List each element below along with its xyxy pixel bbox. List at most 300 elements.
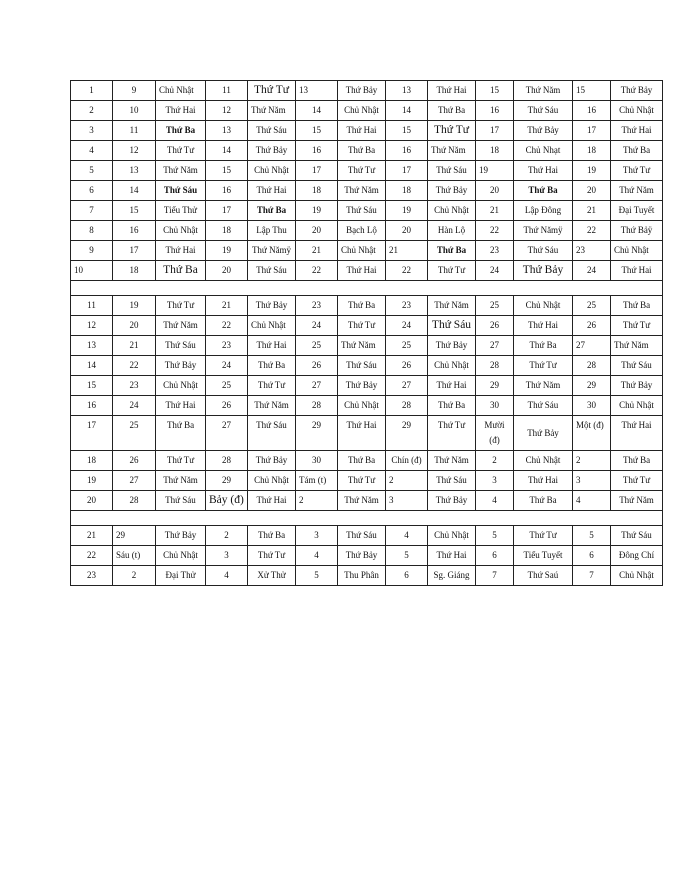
cell-day-3: 23 <box>296 296 338 316</box>
cell-day-5: 3 <box>476 471 514 491</box>
cell-weekday-1: Thứ Ba <box>156 261 206 281</box>
cell-day-5: 23 <box>476 241 514 261</box>
cell-row-number: 16 <box>71 396 113 416</box>
cell-day-1: 22 <box>113 356 156 376</box>
cell-weekday-6: Chủ Nhật <box>611 241 663 261</box>
cell-weekday-4: Thứ Hai <box>428 81 476 101</box>
cell-day-3: 29 <box>296 416 338 451</box>
cell-day-4: 26 <box>386 356 428 376</box>
cell-weekday-1: Tiểu Thử <box>156 201 206 221</box>
cell-weekday-5: Thứ Bảy <box>514 121 573 141</box>
cell-day-5: 16 <box>476 101 514 121</box>
cell-day-2: 17 <box>206 201 248 221</box>
table-row <box>71 101 663 121</box>
cell-weekday-4: Thứ Tư <box>428 121 476 141</box>
cell-weekday-2: Thứ Ba <box>248 526 296 546</box>
cell-weekday-6: Thứ Hai <box>611 416 663 451</box>
cell-day-4: Chín (đ) <box>386 451 428 471</box>
cell-weekday-1: Thứ Bảy <box>156 356 206 376</box>
cell-weekday-6: Thứ Hai <box>611 261 663 281</box>
cell-weekday-2: Chủ Nhật <box>248 471 296 491</box>
cell-day-5: 21 <box>476 201 514 221</box>
cell-day-5: 7 <box>476 566 514 586</box>
cell-weekday-6: Thứ Ba <box>611 296 663 316</box>
cell-weekday-1: Thứ Hai <box>156 241 206 261</box>
cell-weekday-1: Chủ Nhật <box>156 546 206 566</box>
cell-weekday-2: Thứ Hai <box>248 491 296 511</box>
cell-day-6: 18 <box>573 141 611 161</box>
cell-row-number: 21 <box>71 526 113 546</box>
cell-day-2: 20 <box>206 261 248 281</box>
cell-day-6: 23 <box>573 241 611 261</box>
spacer-row <box>71 511 663 526</box>
cell-weekday-4: Thứ Ba <box>428 396 476 416</box>
cell-weekday-3: Thứ Ba <box>338 296 386 316</box>
cell-day-2: 14 <box>206 141 248 161</box>
cell-weekday-2: Thứ Nămÿ <box>248 241 296 261</box>
cell-weekday-3: Thứ Năm <box>338 336 386 356</box>
cell-day-1: 25 <box>113 416 156 451</box>
calendar-sheet <box>70 80 662 586</box>
calendar-body <box>71 81 663 586</box>
cell-weekday-5: Thứ Ba <box>514 336 573 356</box>
cell-weekday-5: Lập Đông <box>514 201 573 221</box>
cell-day-2: 19 <box>206 241 248 261</box>
cell-day-3: 30 <box>296 451 338 471</box>
cell-weekday-3: Thứ Năm <box>338 491 386 511</box>
cell-day-1: 19 <box>113 296 156 316</box>
cell-day-3: 21 <box>296 241 338 261</box>
cell-row-number: 22 <box>71 546 113 566</box>
cell-day-5: 17 <box>476 121 514 141</box>
cell-day-2: 25 <box>206 376 248 396</box>
cell-day-6: 24 <box>573 261 611 281</box>
table-row <box>71 546 663 566</box>
cell-weekday-6: Thứ Tư <box>611 161 663 181</box>
table-row <box>71 201 663 221</box>
cell-weekday-3: Thứ Bảy <box>338 546 386 566</box>
table-row <box>71 241 663 261</box>
cell-weekday-5: Thứ Nămÿ <box>514 221 573 241</box>
cell-weekday-5: Thứ Hai <box>514 471 573 491</box>
cell-weekday-3: Thứ Hai <box>338 261 386 281</box>
cell-weekday-4: Chủ Nhật <box>428 526 476 546</box>
cell-weekday-5: Thứ Hai <box>514 316 573 336</box>
cell-weekday-2: Xử Thử <box>248 566 296 586</box>
cell-day-5: Mười (đ) <box>476 416 514 451</box>
cell-weekday-3: Chủ Nhật <box>338 101 386 121</box>
cell-day-1: 16 <box>113 221 156 241</box>
cell-weekday-5: Thứ Tư <box>514 356 573 376</box>
cell-day-5: 6 <box>476 546 514 566</box>
cell-weekday-1: Chủ Nhật <box>156 221 206 241</box>
cell-weekday-5: Thứ Sáu <box>514 241 573 261</box>
cell-weekday-4: Thứ Năm <box>428 296 476 316</box>
cell-day-1: 14 <box>113 181 156 201</box>
cell-weekday-4: Sg. Giáng <box>428 566 476 586</box>
table-row <box>71 356 663 376</box>
table-row <box>71 121 663 141</box>
cell-day-4: 23 <box>386 296 428 316</box>
cell-day-3: 13 <box>296 81 338 101</box>
cell-day-6: 22 <box>573 221 611 241</box>
table-row <box>71 451 663 471</box>
cell-weekday-5: Thứ Bảy <box>514 261 573 281</box>
cell-weekday-1: Thứ Tư <box>156 296 206 316</box>
cell-day-2: 3 <box>206 546 248 566</box>
cell-weekday-4: Thứ Sáu <box>428 316 476 336</box>
cell-day-3: 28 <box>296 396 338 416</box>
cell-row-number: 20 <box>71 491 113 511</box>
cell-day-2: 28 <box>206 451 248 471</box>
cell-day-2: 24 <box>206 356 248 376</box>
cell-weekday-6: Thứ Bảy <box>611 376 663 396</box>
cell-day-4: 4 <box>386 526 428 546</box>
table-row <box>71 81 663 101</box>
cell-day-6: 2 <box>573 451 611 471</box>
cell-day-3: 20 <box>296 221 338 241</box>
cell-day-3: Tám (t) <box>296 471 338 491</box>
cell-weekday-6: Thứ Ba <box>611 141 663 161</box>
cell-weekday-6: Thứ Hai <box>611 121 663 141</box>
cell-weekday-3: Thứ Hai <box>338 121 386 141</box>
cell-weekday-3: Chủ Nhật <box>338 396 386 416</box>
cell-day-6: 7 <box>573 566 611 586</box>
cell-weekday-3: Thứ Ba <box>338 451 386 471</box>
cell-weekday-4: Thứ Năm <box>428 451 476 471</box>
cell-row-number: 23 <box>71 566 113 586</box>
cell-weekday-1: Thứ Năm <box>156 161 206 181</box>
cell-day-2: 18 <box>206 221 248 241</box>
cell-row-number: 2 <box>71 101 113 121</box>
cell-row-number: 3 <box>71 121 113 141</box>
cell-row-number: 4 <box>71 141 113 161</box>
cell-weekday-2: Chủ Nhật <box>248 316 296 336</box>
cell-weekday-4: Thứ Hai <box>428 376 476 396</box>
cell-day-2: 4 <box>206 566 248 586</box>
cell-day-6: 27 <box>573 336 611 356</box>
cell-day-3: 14 <box>296 101 338 121</box>
cell-weekday-1: Thứ Hai <box>156 396 206 416</box>
cell-row-number: 15 <box>71 376 113 396</box>
cell-day-2: 21 <box>206 296 248 316</box>
cell-weekday-3: Thứ Tư <box>338 316 386 336</box>
cell-day-4: 13 <box>386 81 428 101</box>
cell-weekday-3: Thứ Năm <box>338 181 386 201</box>
cell-day-1: 18 <box>113 261 156 281</box>
cell-weekday-6: Thứ Sáu <box>611 356 663 376</box>
cell-weekday-4: Thứ Tư <box>428 416 476 451</box>
table-row <box>71 491 663 511</box>
cell-day-6: 16 <box>573 101 611 121</box>
cell-day-4: 24 <box>386 316 428 336</box>
cell-day-5: 15 <box>476 81 514 101</box>
cell-day-4: 17 <box>386 161 428 181</box>
cell-weekday-3: Thứ Tư <box>338 471 386 491</box>
table-row <box>71 316 663 336</box>
cell-weekday-1: Thứ Năm <box>156 471 206 491</box>
cell-day-6: 19 <box>573 161 611 181</box>
cell-day-1: 10 <box>113 101 156 121</box>
cell-day-2: 12 <box>206 101 248 121</box>
cell-day-4: 2 <box>386 471 428 491</box>
cell-weekday-1: Chủ Nhật <box>156 376 206 396</box>
cell-day-4: 20 <box>386 221 428 241</box>
cell-weekday-4: Thứ Sáu <box>428 161 476 181</box>
cell-day-3: 2 <box>296 491 338 511</box>
cell-weekday-6: Chủ Nhật <box>611 396 663 416</box>
cell-day-4: 21 <box>386 241 428 261</box>
cell-weekday-3: Thứ Tư <box>338 161 386 181</box>
cell-day-1: 2 <box>113 566 156 586</box>
cell-day-3: 3 <box>296 526 338 546</box>
cell-day-2: 23 <box>206 336 248 356</box>
cell-row-number: 6 <box>71 181 113 201</box>
cell-day-6: 17 <box>573 121 611 141</box>
cell-day-4: 16 <box>386 141 428 161</box>
cell-row-number: 12 <box>71 316 113 336</box>
cell-day-4: 22 <box>386 261 428 281</box>
cell-day-6: Một (đ) <box>573 416 611 451</box>
cell-weekday-5: Thứ Saú <box>514 566 573 586</box>
cell-row-number: 18 <box>71 451 113 471</box>
cell-day-6: 20 <box>573 181 611 201</box>
cell-weekday-6: Đại Tuyết <box>611 201 663 221</box>
cell-weekday-5: Thứ Ba <box>514 181 573 201</box>
cell-weekday-4: Thứ Ba <box>428 101 476 121</box>
cell-weekday-3: Thứ Bảy <box>338 81 386 101</box>
cell-weekday-6: Chủ Nhật <box>611 566 663 586</box>
cell-weekday-6: Thứ Bảÿ <box>611 221 663 241</box>
cell-weekday-3: Chủ Nhật <box>338 241 386 261</box>
cell-row-number: 10 <box>71 261 113 281</box>
cell-day-1: 27 <box>113 471 156 491</box>
spacer-row <box>71 281 663 296</box>
cell-day-6: 30 <box>573 396 611 416</box>
cell-weekday-6: Thứ Tư <box>611 316 663 336</box>
cell-day-3: 5 <box>296 566 338 586</box>
cell-weekday-1: Thứ Hai <box>156 101 206 121</box>
cell-weekday-1: Thứ Sáu <box>156 336 206 356</box>
cell-day-6: 26 <box>573 316 611 336</box>
cell-weekday-3: Thứ Sáu <box>338 201 386 221</box>
cell-weekday-6: Thứ Bảy <box>611 81 663 101</box>
cell-day-4: 3 <box>386 491 428 511</box>
cell-day-3: 19 <box>296 201 338 221</box>
cell-day-5: 22 <box>476 221 514 241</box>
cell-weekday-5: Tiểu Tuyết <box>514 546 573 566</box>
cell-day-3: 4 <box>296 546 338 566</box>
cell-weekday-5: Thứ Ba <box>514 491 573 511</box>
cell-day-1: Sáu (t) <box>113 546 156 566</box>
cell-weekday-5: Thứ Sáu <box>514 101 573 121</box>
cell-day-2: 16 <box>206 181 248 201</box>
cell-day-4: 28 <box>386 396 428 416</box>
cell-weekday-1: Thứ Ba <box>156 121 206 141</box>
cell-weekday-5: Chủ Nhật <box>514 296 573 316</box>
cell-day-4: 18 <box>386 181 428 201</box>
cell-weekday-6: Thứ Sáu <box>611 526 663 546</box>
cell-weekday-3: Thứ Hai <box>338 416 386 451</box>
cell-day-5: 18 <box>476 141 514 161</box>
cell-day-1: 13 <box>113 161 156 181</box>
cell-day-6: 4 <box>573 491 611 511</box>
cell-day-3: 18 <box>296 181 338 201</box>
table-row <box>71 526 663 546</box>
cell-day-1: 9 <box>113 81 156 101</box>
cell-weekday-3: Thu Phân <box>338 566 386 586</box>
cell-weekday-5: Thứ Tư <box>514 526 573 546</box>
cell-day-5: 5 <box>476 526 514 546</box>
cell-day-6: 3 <box>573 471 611 491</box>
cell-weekday-2: Thứ Tư <box>248 81 296 101</box>
cell-weekday-5: Chủ Nhật <box>514 451 573 471</box>
cell-weekday-2: Chủ Nhật <box>248 161 296 181</box>
cell-row-number: 14 <box>71 356 113 376</box>
cell-weekday-2: Thứ Sáu <box>248 121 296 141</box>
cell-day-5: 20 <box>476 181 514 201</box>
table-row <box>71 296 663 316</box>
cell-day-6: 5 <box>573 526 611 546</box>
cell-weekday-2: Thứ Năm <box>248 101 296 121</box>
cell-weekday-4: Thứ Tư <box>428 261 476 281</box>
cell-weekday-1: Chủ Nhật <box>156 81 206 101</box>
table-row <box>71 181 663 201</box>
cell-day-3: 17 <box>296 161 338 181</box>
cell-weekday-2: Lập Thu <box>248 221 296 241</box>
cell-weekday-5: Thứ Năm <box>514 81 573 101</box>
cell-day-1: 12 <box>113 141 156 161</box>
table-row <box>71 336 663 356</box>
cell-weekday-4: Thứ Bảy <box>428 491 476 511</box>
cell-weekday-2: Thứ Tư <box>248 546 296 566</box>
cell-day-5: 29 <box>476 376 514 396</box>
cell-row-number: 13 <box>71 336 113 356</box>
cell-row-number: 17 <box>71 416 113 451</box>
cell-day-2: 2 <box>206 526 248 546</box>
cell-weekday-1: Thứ Năm <box>156 316 206 336</box>
cell-day-4: 15 <box>386 121 428 141</box>
spacer-cell <box>71 511 663 526</box>
cell-weekday-2: Thứ Ba <box>248 201 296 221</box>
cell-day-2: 13 <box>206 121 248 141</box>
cell-day-5: 2 <box>476 451 514 471</box>
cell-weekday-4: Thứ Bảy <box>428 181 476 201</box>
cell-weekday-2: Thứ Sáu <box>248 261 296 281</box>
cell-weekday-5: Thứ Sáu <box>514 396 573 416</box>
cell-day-1: 17 <box>113 241 156 261</box>
cell-day-6: 28 <box>573 356 611 376</box>
table-row <box>71 141 663 161</box>
table-row <box>71 566 663 586</box>
cell-day-6: 21 <box>573 201 611 221</box>
cell-day-5: 4 <box>476 491 514 511</box>
cell-weekday-2: Thứ Bảy <box>248 296 296 316</box>
cell-day-5: 28 <box>476 356 514 376</box>
cell-day-1: 24 <box>113 396 156 416</box>
cell-row-number: 19 <box>71 471 113 491</box>
cell-day-3: 25 <box>296 336 338 356</box>
cell-weekday-6: Thứ Ba <box>611 451 663 471</box>
cell-day-3: 15 <box>296 121 338 141</box>
cell-weekday-6: Thứ Năm <box>611 491 663 511</box>
cell-weekday-2: Thứ Sáu <box>248 416 296 451</box>
cell-day-4: 14 <box>386 101 428 121</box>
cell-weekday-5: Thứ Bảy <box>514 416 573 451</box>
cell-day-4: 29 <box>386 416 428 451</box>
cell-day-2: 29 <box>206 471 248 491</box>
cell-day-5: 27 <box>476 336 514 356</box>
cell-day-1: 26 <box>113 451 156 471</box>
table-row <box>71 471 663 491</box>
cell-day-5: 24 <box>476 261 514 281</box>
cell-day-1: 29 <box>113 526 156 546</box>
cell-weekday-2: Thứ Bảy <box>248 451 296 471</box>
cell-day-3: 22 <box>296 261 338 281</box>
cell-weekday-2: Thứ Năm <box>248 396 296 416</box>
cell-day-5: 25 <box>476 296 514 316</box>
cell-day-2: Bảy (đ) <box>206 491 248 511</box>
cell-weekday-1: Thứ Bảy <box>156 526 206 546</box>
cell-row-number: 1 <box>71 81 113 101</box>
cell-day-6: 15 <box>573 81 611 101</box>
cell-weekday-1: Thứ Sáu <box>156 491 206 511</box>
cell-weekday-6: Đông Chí <box>611 546 663 566</box>
cell-day-4: 25 <box>386 336 428 356</box>
cell-day-2: 27 <box>206 416 248 451</box>
cell-row-number: 8 <box>71 221 113 241</box>
cell-weekday-6: Thứ Tư <box>611 471 663 491</box>
cell-weekday-1: Thứ Sáu <box>156 181 206 201</box>
cell-day-1: 21 <box>113 336 156 356</box>
cell-weekday-5: Thứ Hai <box>514 161 573 181</box>
cell-weekday-2: Thứ Bảy <box>248 141 296 161</box>
cell-day-2: 15 <box>206 161 248 181</box>
lunar-calendar-table <box>70 80 663 586</box>
cell-day-3: 26 <box>296 356 338 376</box>
cell-weekday-5: Thứ Năm <box>514 376 573 396</box>
cell-day-6: 6 <box>573 546 611 566</box>
cell-day-3: 24 <box>296 316 338 336</box>
cell-weekday-3: Thứ Sáu <box>338 356 386 376</box>
cell-weekday-4: Thứ Hai <box>428 546 476 566</box>
cell-weekday-1: Thứ Tư <box>156 451 206 471</box>
cell-day-5: 26 <box>476 316 514 336</box>
cell-weekday-4: Chủ Nhật <box>428 201 476 221</box>
cell-day-3: 27 <box>296 376 338 396</box>
cell-weekday-5: Chủ Nhạt <box>514 141 573 161</box>
cell-row-number: 9 <box>71 241 113 261</box>
table-row <box>71 261 663 281</box>
cell-day-4: 6 <box>386 566 428 586</box>
cell-weekday-4: Thứ Năm <box>428 141 476 161</box>
cell-weekday-2: Thứ Ba <box>248 356 296 376</box>
cell-day-6: 29 <box>573 376 611 396</box>
cell-day-5: 30 <box>476 396 514 416</box>
spacer-cell <box>71 281 663 296</box>
cell-weekday-4: Hàn Lộ <box>428 221 476 241</box>
table-row <box>71 161 663 181</box>
cell-weekday-3: Thứ Bảy <box>338 376 386 396</box>
cell-day-2: 26 <box>206 396 248 416</box>
cell-weekday-4: Thứ Sáu <box>428 471 476 491</box>
cell-row-number: 7 <box>71 201 113 221</box>
cell-day-1: 28 <box>113 491 156 511</box>
cell-weekday-6: Thứ Năm <box>611 181 663 201</box>
cell-day-6: 25 <box>573 296 611 316</box>
cell-weekday-2: Thứ Tư <box>248 376 296 396</box>
cell-day-3: 16 <box>296 141 338 161</box>
